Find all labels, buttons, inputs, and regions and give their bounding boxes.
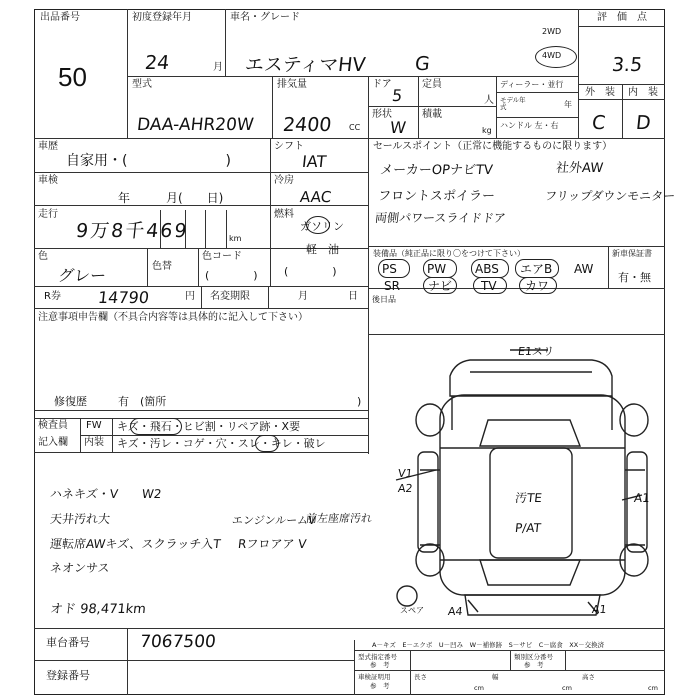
equip-airbag: エアB bbox=[520, 262, 553, 276]
recycle-value: 14790 bbox=[97, 288, 150, 307]
doors-value: 5 bbox=[391, 86, 404, 105]
ac-value: AAC bbox=[299, 188, 333, 206]
length-label: 長さ bbox=[414, 673, 427, 681]
color-change-label: 色替 bbox=[152, 261, 172, 272]
title-deadline-label: 名変期限 bbox=[210, 291, 250, 302]
score-value: 3.5 bbox=[610, 54, 644, 76]
history-value: 自家用・( ) bbox=[66, 153, 231, 169]
diagram-label: A4 bbox=[447, 605, 464, 618]
damage-legend: A－キズ E－エクボ U－凹み W－補修跡 S－サビ C－腐食 XX－交換済 bbox=[372, 641, 605, 649]
inspection-label: 車検 bbox=[38, 175, 58, 186]
shift-label: シフト bbox=[274, 141, 304, 152]
km-unit: km bbox=[229, 234, 242, 243]
cc-unit: CC bbox=[349, 123, 361, 132]
inspector-note: ハネキズ・V W2 bbox=[49, 487, 163, 501]
lot-label: 出品番号 bbox=[40, 12, 80, 23]
fw-label: FW bbox=[86, 420, 102, 431]
drive-4wd-label: 4WD bbox=[542, 51, 562, 60]
month-label: 月 bbox=[298, 291, 308, 302]
equip-sr: SR bbox=[384, 279, 400, 293]
interior-label: 内 装 bbox=[628, 87, 658, 98]
category-ref: 参 考 bbox=[524, 661, 544, 669]
spare-tire bbox=[397, 586, 417, 606]
score-label: 評 価 点 bbox=[597, 12, 647, 23]
diagram-label: E1スリ bbox=[517, 345, 555, 358]
equip-tv: TV bbox=[481, 279, 497, 293]
drive-2wd-label: 2WD bbox=[542, 27, 562, 36]
diagram-label: A1 bbox=[591, 603, 608, 616]
load-unit: kg bbox=[482, 126, 492, 135]
diagram-label: A1 bbox=[633, 491, 651, 505]
mileage-value: 9万8千469 bbox=[74, 220, 190, 242]
fuel-label: 燃料 bbox=[274, 209, 294, 220]
model-year-label: モデル年式 bbox=[500, 96, 526, 111]
equip-abs: ABS bbox=[475, 262, 499, 276]
designation-ref: 参 考 bbox=[370, 661, 390, 669]
inspector-note: Rフロアア V bbox=[237, 537, 308, 551]
sales-points-label: セールスポイント（正常に機能するものに限ります） bbox=[373, 141, 613, 152]
notes-label: 注意事項申告欄（不具合内容等は具体的に記入して下さい） bbox=[38, 312, 308, 323]
car-name-label: 車名・グレード bbox=[230, 12, 300, 23]
car-left-side bbox=[418, 452, 438, 552]
inspector-note: 天井汚れ大 bbox=[49, 512, 111, 526]
width-label: 幅 bbox=[492, 673, 499, 681]
cert-ref: 参 考 bbox=[370, 682, 390, 690]
lot-number: 50 bbox=[58, 62, 87, 92]
load-label: 積載 bbox=[422, 109, 442, 120]
history-label: 車歴 bbox=[38, 141, 58, 152]
grade-value: G bbox=[413, 53, 431, 75]
rear-items-label: 後日品 bbox=[372, 295, 396, 304]
chassis-label: 車台番号 bbox=[46, 636, 90, 649]
shape-label: 形状 bbox=[372, 109, 392, 120]
steering-label: ハンドル 左・右 bbox=[500, 121, 559, 130]
diagram-label: V1 bbox=[397, 467, 414, 480]
fuel-diesel: 軽 油 bbox=[306, 243, 339, 256]
fuel-other: ( ) bbox=[284, 265, 337, 278]
equipment-label: 装備品（純正品に限り〇をつけて下さい） bbox=[373, 249, 525, 258]
mark-line bbox=[468, 600, 478, 612]
sales-point-item: フロントスポイラー bbox=[377, 189, 496, 204]
warranty-label: 新車保証書 bbox=[612, 249, 652, 258]
mileage-label: 走行 bbox=[38, 209, 58, 220]
designation-label: 型式指定番号 bbox=[358, 653, 397, 661]
diagram-label: 汚TE bbox=[514, 491, 543, 505]
color-value: グレー bbox=[57, 266, 108, 285]
model-code-value: DAA-AHR20W bbox=[136, 115, 255, 135]
cert-label: 車検証明用 bbox=[358, 673, 391, 681]
inspection-value: 年 月( 日) bbox=[118, 191, 224, 205]
car-rear-window bbox=[480, 560, 580, 585]
inspector-label-1: 検査員 bbox=[38, 420, 68, 431]
equip-pw: PW bbox=[427, 262, 447, 276]
height-unit: cm bbox=[648, 684, 658, 692]
equip-ps: PS bbox=[382, 262, 397, 276]
displacement-value: 2400 bbox=[281, 114, 333, 136]
ac-label: 冷房 bbox=[274, 175, 294, 186]
interior-inspect-items: キズ・汚レ・コゲ・穴・スレ・キレ・破レ bbox=[117, 437, 326, 450]
category-label: 類別区分番号 bbox=[514, 653, 553, 661]
height-label: 高さ bbox=[582, 673, 595, 681]
reg-month-unit: 月 bbox=[213, 62, 223, 73]
repair-label: 修復歴 bbox=[54, 395, 87, 408]
car-name-value: エスティマHV bbox=[243, 54, 367, 76]
diagram-label: スペア bbox=[400, 606, 424, 615]
car-windshield bbox=[480, 420, 580, 446]
inspector-note: 前左座席汚れ bbox=[305, 512, 373, 525]
exterior-grade-value: C bbox=[590, 112, 607, 134]
fw-items: キズ・飛石・ヒビ割・リペア跡・X要 bbox=[117, 420, 301, 433]
day-label: 日 bbox=[348, 291, 358, 302]
capacity-label: 定員 bbox=[422, 79, 442, 90]
registration-label: 登録番号 bbox=[46, 669, 90, 682]
yen-unit: 円 bbox=[185, 291, 195, 302]
width-unit: cm bbox=[562, 684, 572, 692]
diagram-label: P/AT bbox=[514, 521, 542, 535]
recycle-label: R券 bbox=[44, 291, 61, 302]
model-label: 型式 bbox=[132, 79, 152, 90]
wheel-front-right bbox=[620, 404, 648, 436]
year-unit: 年 bbox=[564, 100, 572, 109]
inspector-note: エンジンルームV bbox=[231, 514, 317, 527]
length-unit: cm bbox=[474, 684, 484, 692]
inspector-label-2: 記入欄 bbox=[38, 437, 68, 448]
doors-label: ドア bbox=[372, 79, 392, 90]
sales-point-item: メーカーOPナビTV bbox=[379, 163, 494, 178]
equip-leather: カワ bbox=[525, 279, 550, 293]
warranty-value: 有・無 bbox=[618, 271, 651, 284]
interior-grade-value: D bbox=[634, 112, 652, 134]
equip-navi: ナビ bbox=[428, 279, 453, 293]
color-label: 色 bbox=[38, 251, 48, 262]
sales-point-item: フリップダウンモニター bbox=[544, 189, 676, 203]
chassis-number-value: 7067500 bbox=[139, 632, 217, 652]
reg-year-value: 24 bbox=[143, 52, 171, 74]
repair-value: 有 (箇所 bbox=[118, 395, 167, 408]
color-code-paren: ( ) bbox=[205, 269, 258, 282]
sales-point-item: 社外AW bbox=[555, 161, 604, 176]
diagram-label: A2 bbox=[397, 482, 414, 495]
sales-point-item: 両側パワースライドドア bbox=[374, 211, 507, 225]
reg-year-label: 初度登録年月 bbox=[132, 12, 192, 23]
shape-value: W bbox=[389, 118, 407, 137]
car-rear-bumper bbox=[465, 595, 600, 615]
capacity-unit: 人 bbox=[484, 95, 494, 106]
dealer-label: ディーラー・並行 bbox=[500, 80, 564, 89]
inspector-note: オド 98,471km bbox=[49, 602, 147, 617]
displacement-label: 排気量 bbox=[277, 79, 307, 90]
interior-inspect-label: 内装 bbox=[84, 437, 104, 448]
car-front-outline bbox=[450, 360, 612, 396]
color-code-label: 色コード bbox=[202, 251, 242, 262]
equip-aw: AW bbox=[574, 262, 594, 276]
fuel-petrol: ガソリン bbox=[300, 220, 344, 233]
exterior-label: 外 装 bbox=[585, 87, 615, 98]
shift-value: IAT bbox=[301, 152, 328, 171]
inspector-note: ネオンサス bbox=[49, 561, 111, 575]
repair-close: ) bbox=[357, 395, 362, 408]
inspector-note: 運転席AWキズ、スクラッチ入T bbox=[49, 537, 222, 551]
